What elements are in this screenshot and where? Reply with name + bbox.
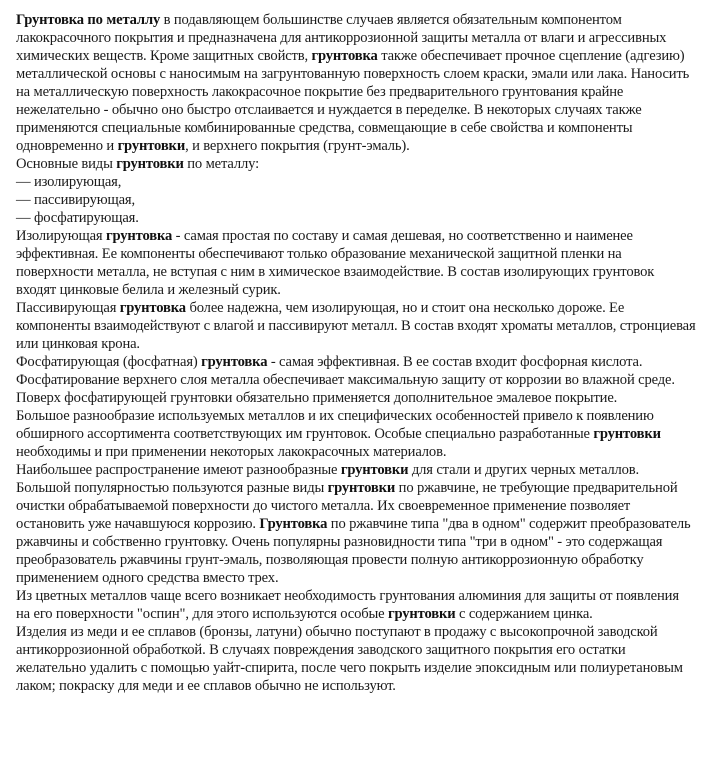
bold-term: грунтовки: [327, 480, 396, 496]
paragraph-types-heading: [16, 155, 696, 173]
paragraph-steel: [16, 461, 696, 479]
text: необходимы и при применении некоторых лакокрасочных материалов.: [16, 444, 447, 460]
text: — пассивирующая,: [16, 192, 135, 208]
text: по ржавчине типа "два в одном" содержит преобразователь ржавчины и собственно грунтовку. Очень популярны разновидности типа "три в одном" - это содержащая преобразователь ржавчины грунт-эмаль, позволяющая провести полную антикоррозионную обработку применением одного средства вместо трех.: [16, 516, 691, 586]
article-body: [16, 11, 696, 695]
bold-term: грунтовка: [311, 48, 378, 64]
bold-term: грунтовки: [117, 138, 186, 154]
text: - самая простая по составу и самая дешевая, но соответственно и наименее эффективная. Ее компоненты обеспечивают только образование механической защитной пленки на поверхности металла, не вступая с ним в химическое взаимодействие. В состав изолирующих грунтовок входят цинковые белила и железный сурик.: [16, 228, 655, 298]
bold-term: грунтовки: [340, 462, 409, 478]
paragraph-isolating: [16, 227, 696, 299]
text: Основные виды: [16, 156, 117, 172]
list-item-phosphating: [16, 209, 696, 227]
text: — фосфатирующая.: [16, 210, 139, 226]
bold-term: грунтовки: [593, 426, 661, 442]
bold-term: грунтовка: [119, 300, 186, 316]
text: по металлу:: [183, 156, 259, 172]
text: в подавляющем большинстве случаев является обязательным компонентом лакокрасочного покрытия и предназначена для антикоррозионной защиты металла от влаги и агрессивных химических веществ. Кроме защитных свойств,: [16, 12, 667, 64]
paragraph-phosphating: [16, 353, 696, 407]
bold-term: Грунтовка по металлу: [16, 12, 161, 28]
text: Из цветных металлов чаще всего возникает необходимость грунтования алюминия для защиты от появления на его поверхности "оспин", для этого используются особые: [16, 588, 679, 622]
text: Большой популярностью пользуются разные виды: [16, 480, 328, 496]
paragraph-variety: [16, 407, 696, 461]
text: Пассивирующая: [16, 300, 120, 316]
text: также обеспечивает прочное сцепление (адгезию) металлической основы с наносимым на загрунтованную поверхность слоем краски, эмали или лака. Наносить на металлическую поверхность лакокрасочное покрытие без предварительного грунтования крайне нежелательно - обычно оно быстро отслаивается и нуждается в переделке. В некоторых случаях также применяются специальные комбинированные средства, совмещающие в себе свойства и компоненты одновременно и: [16, 48, 690, 154]
text: Наибольшее распространение имеют разнообразные: [16, 462, 341, 478]
text: с содержанием цинка.: [455, 606, 593, 622]
text: - самая эффективная. В ее состав входит фосфорная кислота. Фосфатирование верхнего слоя металла обеспечивает максимальную защиту от коррозии во влажной среде. Поверх фосфатирующей грунтовки обязательно применяется дополнительное эмалевое покрытие.: [16, 354, 675, 406]
text: Изолирующая: [16, 228, 106, 244]
bold-term: грунтовка: [201, 354, 268, 370]
text: более надежна, чем изолирующая, но и стоит она несколько дороже. Ее компоненты взаимодействуют с влагой и пассивируют металл. В состав входят хроматы металлов, стронциевая или цинковая крона.: [16, 300, 696, 352]
paragraph-passivating: [16, 299, 696, 353]
paragraph-aluminium: [16, 587, 696, 623]
bold-term: грунтовки: [388, 606, 456, 622]
text: — изолирующая,: [16, 174, 122, 190]
list-item-isolating: [16, 173, 696, 191]
list-item-passivating: [16, 191, 696, 209]
bold-term: грунтовки: [116, 156, 184, 172]
bold-term: Грунтовка: [259, 516, 328, 532]
text: для стали и других черных металлов.: [408, 462, 640, 478]
bold-term: грунтовка: [106, 228, 173, 244]
paragraph-copper: [16, 623, 696, 695]
text: по ржавчине, не требующие предварительной очистки обрабатываемой поверхности до чистого металла. Их своевременное применение позволяет остановить уже начавшуюся коррозию.: [16, 480, 678, 532]
text: Большое разнообразие используемых металлов и их специфических особенностей привело к появлению обширного ассортимента соответствующих им грунтовок. Особые специально разработанные: [16, 408, 654, 442]
paragraph-rust: [16, 479, 696, 587]
text: Изделия из меди и ее сплавов (бронзы, латуни) обычно поступают в продажу с высокопрочной заводской антикоррозионной обработкой. В случаях повреждения заводского защитного покрытия его остатки желательно удалить с помощью уайт-спирита, после чего покрыть изделие эпоксидным или полиуретановым лаком; покраску для меди и ее сплавов обычно не используют.: [16, 624, 683, 694]
paragraph-intro: [16, 11, 696, 155]
text: , и верхнего покрытия (грунт-эмаль).: [185, 138, 410, 154]
text: Фосфатирующая (фосфатная): [16, 354, 202, 370]
